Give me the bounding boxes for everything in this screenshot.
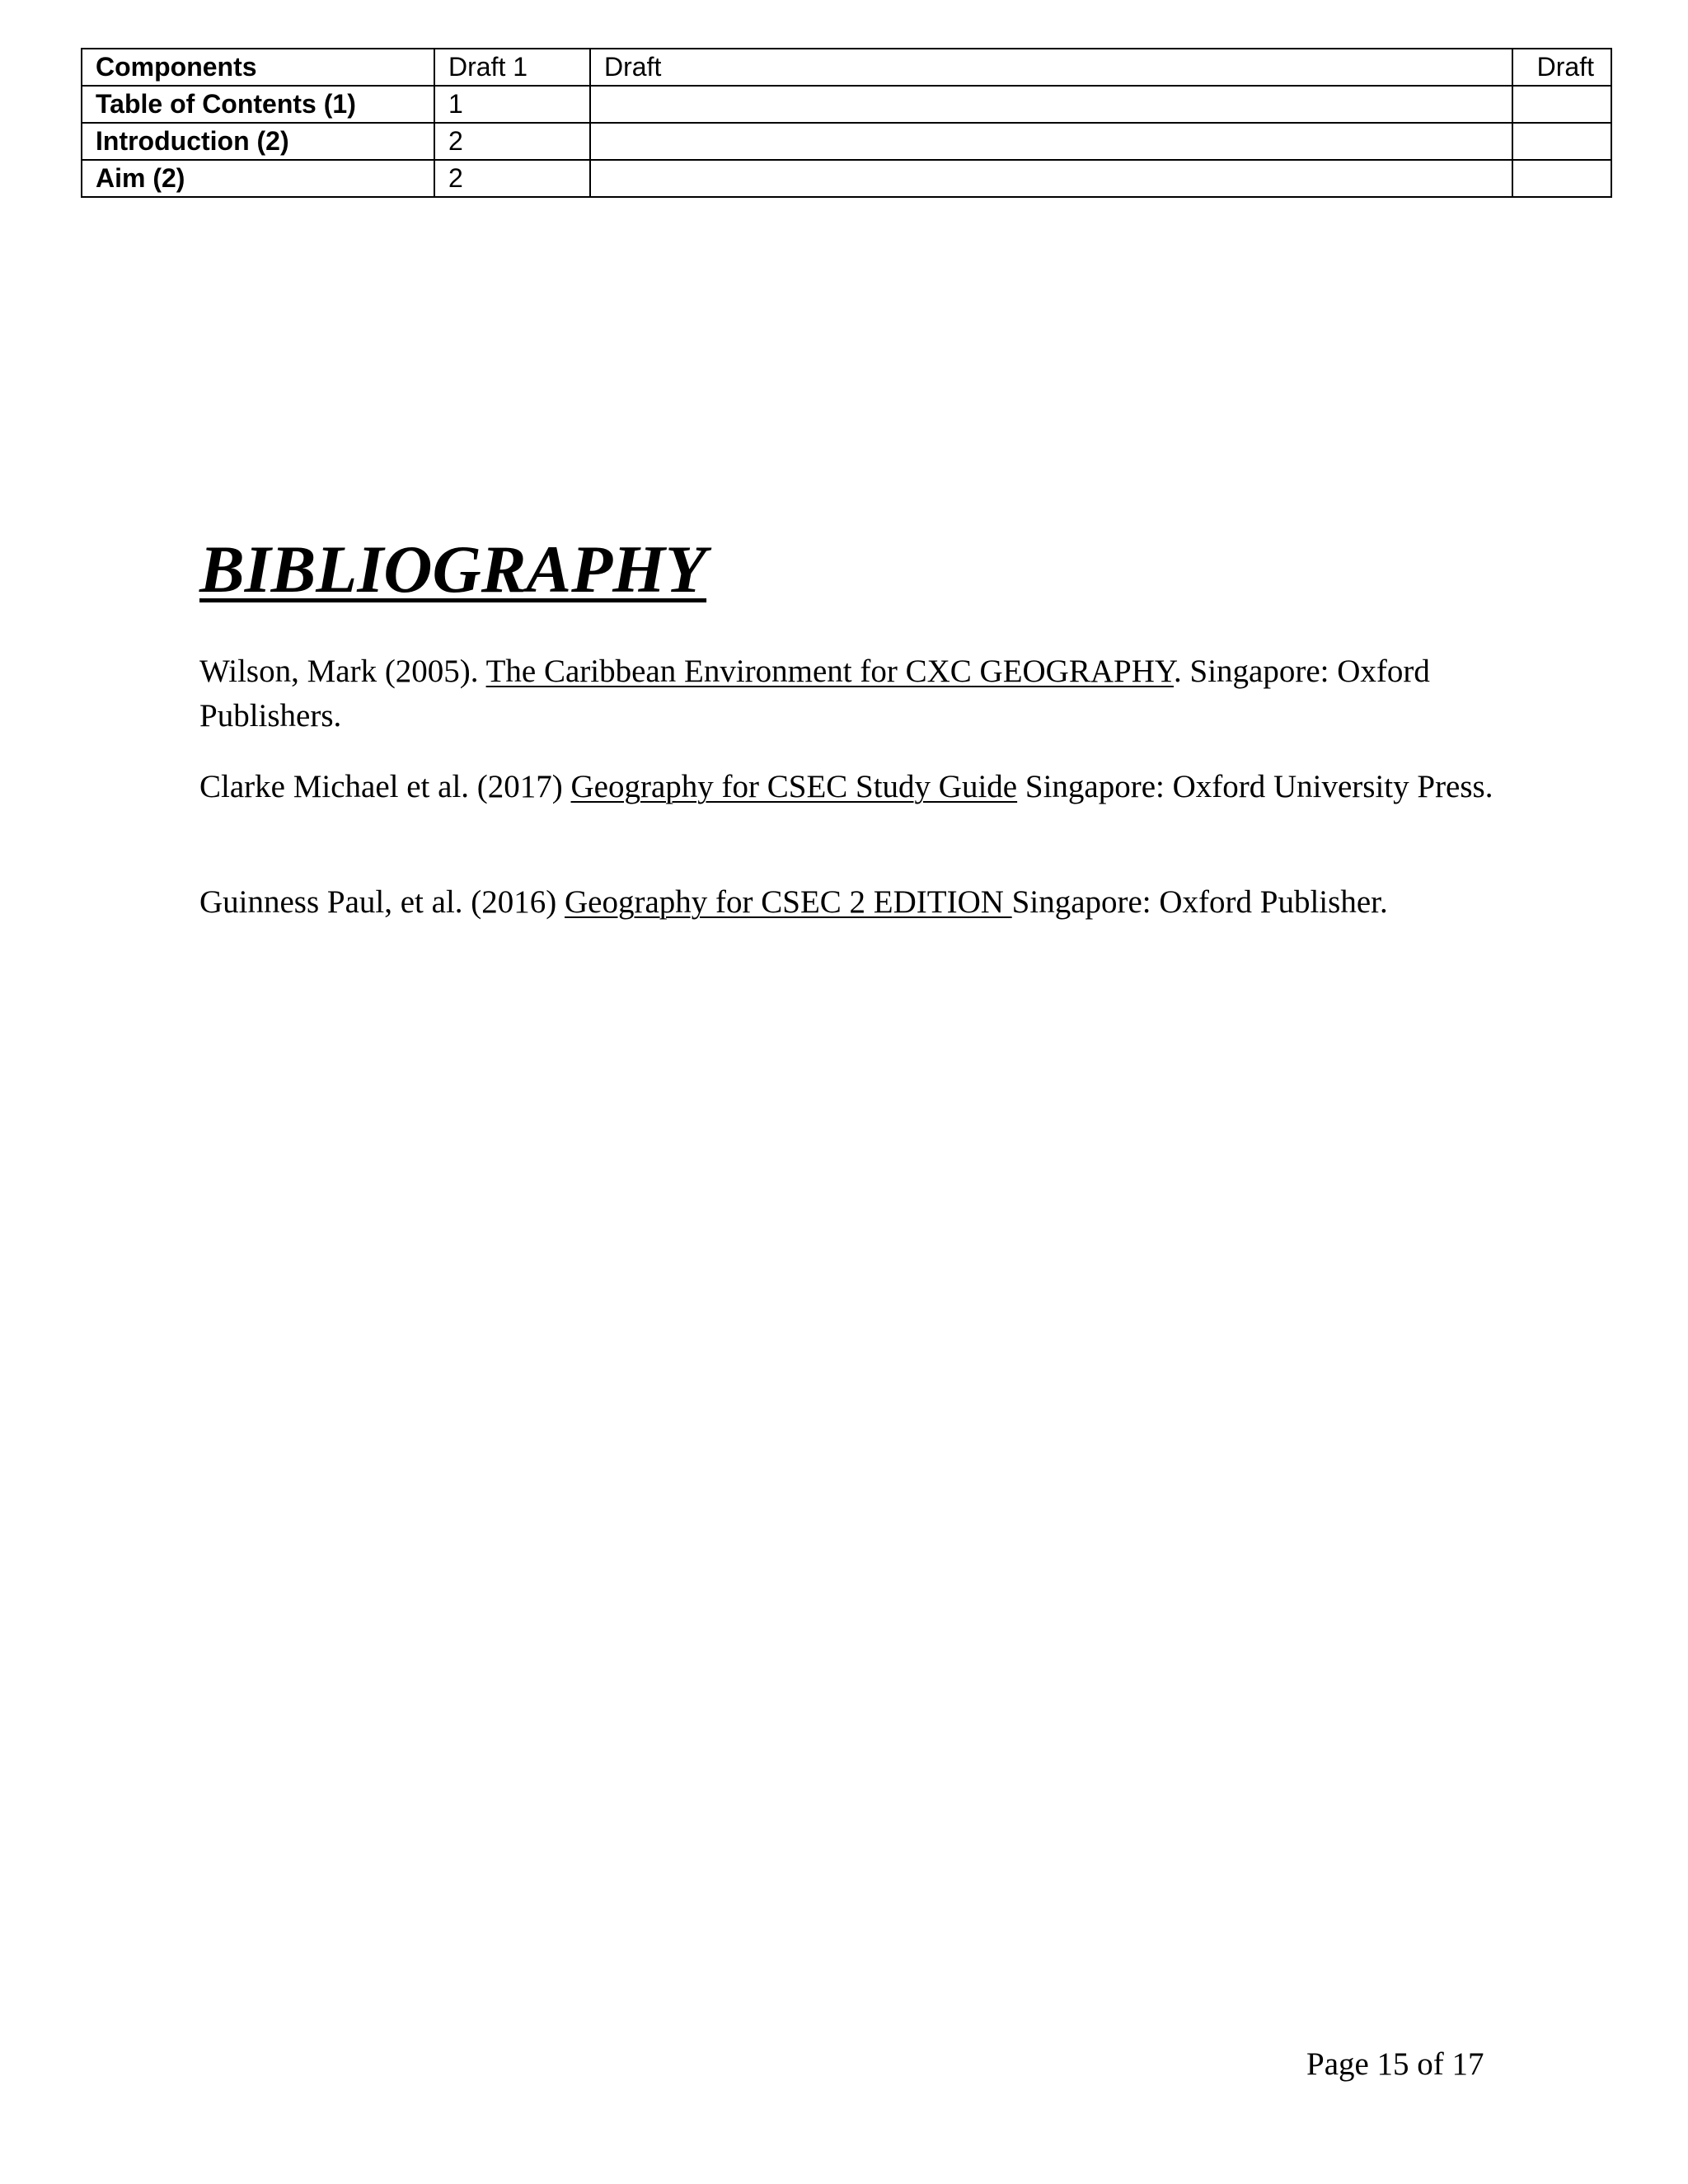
marks-table (81, 48, 1612, 198)
table-row (82, 160, 1611, 197)
bibliography-heading: BIBLIOGRAPHY (199, 532, 707, 607)
table-row (82, 123, 1611, 160)
table-header-draft-3: Draft (1512, 49, 1611, 86)
table-header-draft-2: Draft (590, 49, 1512, 86)
entry-author: Clarke Michael et al. (2017) (199, 769, 571, 804)
table-header-components: Components (82, 49, 434, 86)
table-header-row (82, 49, 1611, 86)
bibliography-entry (199, 880, 1502, 925)
table-cell-draft-3 (1512, 160, 1611, 197)
bibliography-entry (199, 649, 1502, 738)
entry-title: Geography for CSEC 2 EDITION (565, 884, 1012, 920)
table-cell-draft-1: 2 (434, 123, 590, 160)
table-cell-draft-2 (590, 160, 1512, 197)
table-cell-component: Introduction (2) (82, 123, 434, 160)
table-cell-draft-2 (590, 86, 1512, 123)
entry-title: The Caribbean Environment for CXC GEOGRAPHY (485, 654, 1175, 689)
table-cell-draft-2 (590, 123, 1512, 160)
entry-author: Guinness Paul, et al. (2016) (199, 884, 565, 920)
bibliography-entry (199, 765, 1502, 809)
table-header-draft-1: Draft 1 (434, 49, 590, 86)
page-number: Page 15 of 17 (1306, 2046, 1484, 2082)
table-cell-draft-1: 2 (434, 160, 590, 197)
entry-publisher: . Singapore: Oxford Publishers. (199, 654, 1430, 733)
table-row (82, 86, 1611, 123)
entry-title: Geography for CSEC Study Guide (570, 769, 1018, 804)
table-cell-draft-3 (1512, 123, 1611, 160)
table-cell-draft-1: 1 (434, 86, 590, 123)
table-cell-component: Table of Contents (1) (82, 86, 434, 123)
entry-author: Wilson, Mark (2005). (199, 654, 486, 689)
table-cell-draft-3 (1512, 86, 1611, 123)
entry-publisher: Singapore: Oxford Publisher. (1011, 884, 1388, 920)
table-cell-component: Aim (2) (82, 160, 434, 197)
entry-publisher: Singapore: Oxford University Press. (1017, 769, 1493, 804)
